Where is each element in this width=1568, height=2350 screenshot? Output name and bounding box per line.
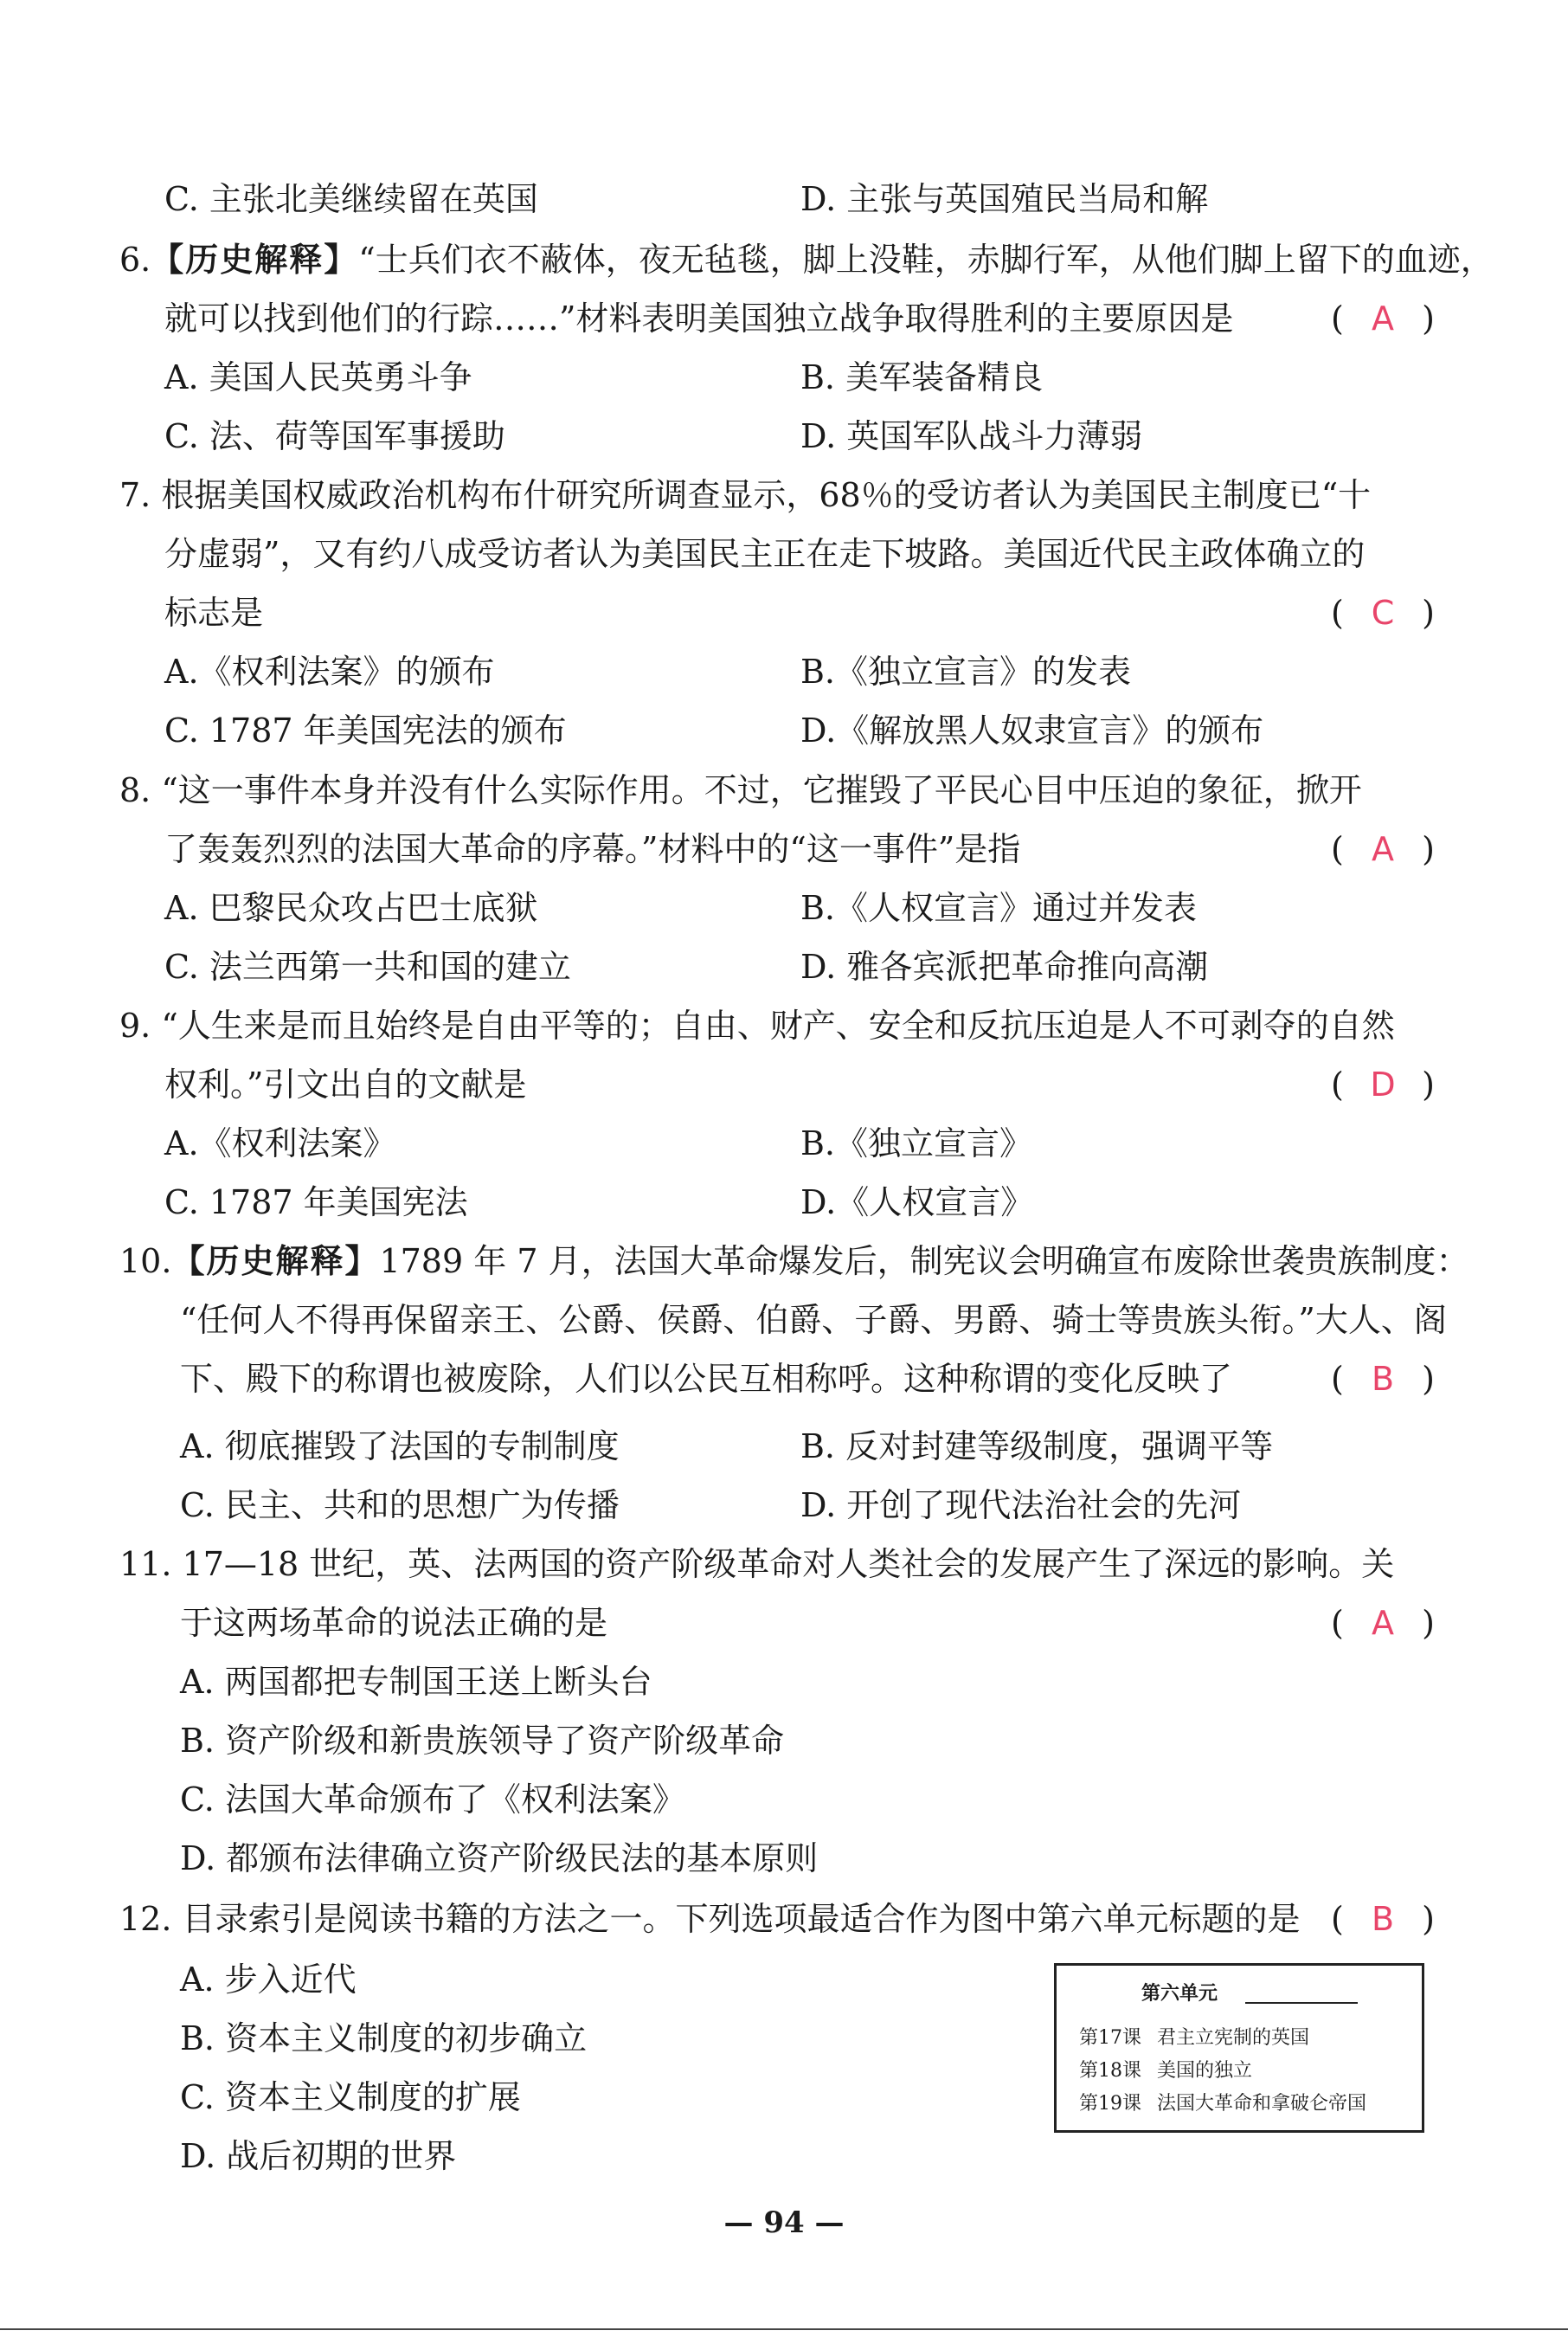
option-b: B. 反对封建等级制度，强调平等 [800, 1427, 1274, 1465]
question-number: 6. [119, 241, 151, 279]
option-c: C. 资本主义制度的扩展 [180, 2078, 521, 2116]
table-of-contents-figure [1054, 1963, 1424, 2133]
option-a: A. 巴黎民众攻占巴士底狱 [164, 889, 538, 927]
option-d: D. 都颁布法律确立资产阶级民法的基本原则 [180, 1839, 819, 1877]
question-7-line-2: 分虚弱”，又有约八成受访者认为美国民主正在走下坡路。美国近代民主政体确立的 [164, 535, 1366, 573]
question-12-line: 12. 目录索引是阅读书籍的方法之一。下列选项最适合作为图中第六单元标题的是 [119, 1900, 1301, 1938]
bottom-divider [0, 2328, 1568, 2330]
answer-11: ( A ) [1331, 1604, 1435, 1642]
option-b: B.《独立宣言》的发表 [800, 653, 1132, 691]
option-a: A.《权利法案》 [164, 1124, 396, 1162]
answer-letter: D [1370, 1066, 1396, 1104]
option-c: C. 法兰西第一共和国的建立 [164, 948, 571, 986]
question-11-line: 11. 17—18 世纪，英、法两国的资产阶级革命对人类社会的发展产生了深远的影响。关 [119, 1545, 1395, 1583]
option-a: A. 两国都把专制国王送上断头台 [180, 1663, 652, 1701]
question-10-line-3: 下、殿下的称谓也被废除，人们以公民互相称呼。这种称谓的变化反映了 [180, 1360, 1233, 1398]
question-9-line-2: 权利。”引文出自的文献是 [164, 1066, 527, 1104]
title-blank [1245, 2002, 1358, 2004]
answer-6: ( A ) [1331, 299, 1435, 338]
question-6-line [119, 240, 1494, 280]
answer-letter: A [1372, 830, 1394, 868]
answer-10: ( B ) [1331, 1360, 1435, 1398]
option-c: C. 法国大革命颁布了《权利法案》 [180, 1780, 685, 1819]
lesson-number: 第17课 [1079, 2027, 1141, 2049]
option-d: D.《人权宣言》 [800, 1183, 1034, 1221]
option-c: C. 主张北美继续留在英国 [164, 180, 538, 218]
question-10-line [119, 1241, 1469, 1281]
toc-row [1079, 2021, 1309, 2056]
option-d: D. 英国军队战斗力薄弱 [800, 417, 1143, 455]
option-c: C. 法、荷等国军事援助 [164, 417, 505, 455]
answer-letter: C [1371, 594, 1395, 632]
lesson-number: 第19课 [1079, 2093, 1141, 2115]
option-d: D.《解放黑人奴隶宣言》的颁布 [800, 711, 1264, 750]
toc-row [1079, 2054, 1252, 2089]
option-c: C. 民主、共和的思想广为传播 [180, 1486, 620, 1524]
lesson-number: 第18课 [1079, 2060, 1141, 2082]
answer-letter: B [1371, 1900, 1395, 1938]
question-8-line-2: 了轰轰烈烈的法国大革命的序幕。”材料中的“这一事件”是指 [164, 830, 1021, 868]
answer-9: ( D ) [1331, 1066, 1435, 1104]
option-a: A.《权利法案》的颁布 [164, 653, 495, 691]
unit-title: 第六单元 [1141, 1982, 1218, 2005]
question-11-line-2: 于这两场革命的说法正确的是 [180, 1604, 608, 1642]
option-c: C. 1787 年美国宪法 [164, 1183, 468, 1221]
option-b: B. 美军装备精良 [800, 358, 1044, 396]
option-b: B.《人权宣言》通过并发表 [800, 889, 1198, 927]
option-b: B.《独立宣言》 [800, 1124, 1033, 1162]
toc-row [1079, 2087, 1366, 2121]
lesson-title: 美国的独立 [1157, 2060, 1253, 2082]
question-9-line: 9. “人生来是而且始终是自由平等的；自由、财产、安全和反抗压迫是人不可剥夺的自然 [119, 1007, 1395, 1045]
question-7-line: 7. 根据美国权威政治机构布什研究所调查显示，68％的受访者认为美国民主制度已“十 [119, 476, 1372, 514]
answer-letter: A [1372, 299, 1394, 338]
lesson-title: 君主立宪制的英国 [1157, 2027, 1310, 2049]
page-number: — 94 — [723, 2205, 845, 2240]
option-d: D. 战后初期的世界 [180, 2137, 457, 2175]
question-8-line: 8. “这一事件本身并没有什么实际作用。不过，它摧毁了平民心目中压迫的象征，掀开 [119, 771, 1362, 809]
answer-letter: B [1371, 1360, 1395, 1398]
question-text: “士兵们衣不蔽体，夜无毡毯，脚上没鞋，赤脚行军，从他们脚上留下的血迹， [358, 241, 1494, 279]
option-b: B. 资本主义制度的初步确立 [180, 2019, 588, 2057]
history-tag: 【历史解释】 [151, 240, 359, 279]
option-d: D. 主张与英国殖民当局和解 [800, 180, 1209, 218]
answer-7: ( C ) [1331, 594, 1435, 632]
question-7-line-3: 标志是 [164, 594, 264, 632]
answer-8: ( A ) [1331, 830, 1435, 868]
option-a: A. 步入近代 [180, 1960, 357, 1999]
question-text: 1789 年 7 月，法国大革命爆发后，制宪议会明确宣布废除世袭贵族制度： [379, 1242, 1469, 1280]
question-6-line-2: 就可以找到他们的行踪……”材料表明美国独立战争取得胜利的主要原因是 [164, 299, 1234, 338]
option-a: A. 美国人民英勇斗争 [164, 358, 472, 396]
option-d: D. 雅各宾派把革命推向高潮 [800, 948, 1209, 986]
question-10-line-2: “任何人不得再保留亲王、公爵、侯爵、伯爵、子爵、男爵、骑士等贵族头衔。”大人、阁 [180, 1301, 1447, 1339]
answer-12: ( B ) [1331, 1900, 1435, 1938]
option-c: C. 1787 年美国宪法的颁布 [164, 711, 567, 750]
option-a: A. 彻底摧毁了法国的专制制度 [180, 1427, 620, 1465]
history-tag: 【历史解释】 [171, 1241, 380, 1280]
option-b: B. 资产阶级和新贵族领导了资产阶级革命 [180, 1722, 785, 1760]
lesson-title: 法国大革命和拿破仑帝国 [1157, 2093, 1367, 2115]
question-number: 10. [119, 1242, 172, 1280]
option-d: D. 开创了现代法治社会的先河 [800, 1486, 1242, 1524]
answer-letter: A [1372, 1604, 1394, 1642]
